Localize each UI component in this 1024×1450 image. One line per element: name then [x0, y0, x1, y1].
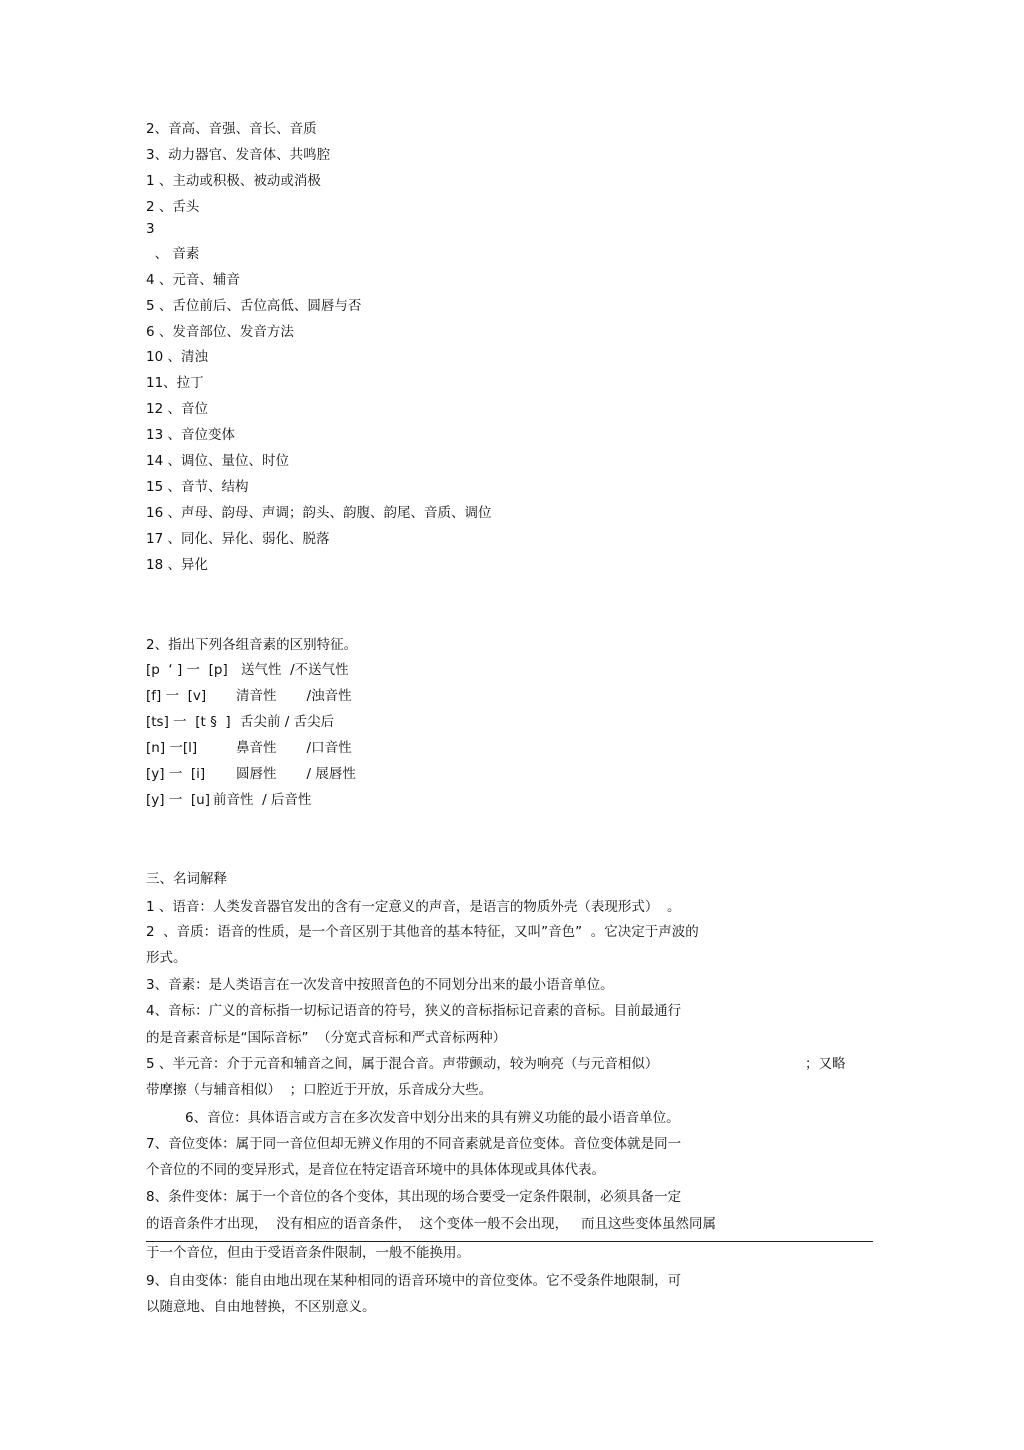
definition-line: 个音位的不同的变异形式，是音位在特定语音环境中的具体体现或具体代表。: [146, 1162, 605, 1178]
feature-text: 圆唇性 / 展唇性: [236, 766, 356, 782]
answer-line-12: 12 、音位: [146, 401, 208, 417]
answer-line-14: 14 、调位、量位、时位: [146, 453, 289, 469]
answer-line-7: 4 、元音、辅音: [146, 272, 240, 288]
phoneme-pair: [n] 一[l]: [146, 740, 198, 756]
phoneme-pair: [y] 一 [u]: [146, 792, 210, 808]
definition-line: 5 、半元音：介于元音和辅音之间，属于混合音。声带颤动，较为响亮（与元音相似）: [146, 1056, 659, 1072]
answer-line-4: 2 、舌头: [146, 199, 200, 215]
definition-line: 于一个音位，但由于受语音条件限制，一般不能换用。: [146, 1245, 470, 1261]
definition-line: 9、自由变体：能自由地出现在某种相同的语音环境中的音位变体。它不受条件地限制，可: [146, 1273, 682, 1289]
answer-line-9: 6 、发音部位、发音方法: [146, 324, 294, 340]
definition-line: 7、音位变体：属于同一音位但却无辨义作用的不同音素就是音位变体。音位变体就是同一: [146, 1136, 682, 1152]
definition-line: 8、条件变体：属于一个音位的各个变体，其出现的场合要受一定条件限制，必须具备一定: [146, 1189, 682, 1205]
answer-line-18: 18 、异化: [146, 557, 208, 573]
definition-line: 以随意地、自由地替换，不区别意义。: [146, 1299, 376, 1315]
definition-line-fragment: ；又略: [805, 1056, 846, 1072]
definition-line: 6、音位：具体语言或方言在多次发音中划分出来的具有辨义功能的最小语音单位。: [185, 1110, 680, 1126]
definition-line: 4、音标：广义的音标指一切标记语音的符号，狭义的音标指标记音素的音标。目前最通行: [146, 1003, 682, 1019]
answer-line-15: 15 、音节、结构: [146, 479, 249, 495]
definition-line: 形式。: [146, 950, 187, 966]
answer-line-10: 10 、清浊: [146, 349, 208, 365]
answer-line-11: 11、拉丁: [146, 375, 204, 391]
answer-line-5: 3: [146, 221, 155, 237]
answer-line-3: 1 、主动或积极、被动或消极: [146, 173, 321, 189]
definition-line: 的是音素音标是“国际音标” （分宽式音标和严式音标两种）: [146, 1030, 507, 1046]
feature-text: 鼻音性 /口音性: [236, 740, 352, 756]
feature-text: 送气性 /不送气性: [241, 662, 349, 678]
definition-line: 1 、语音：人类发音器官发出的含有一定意义的声音，是语言的物质外壳（表现形式） 。: [146, 899, 681, 915]
answer-line-1: 2、音高、音强、音长、音质: [146, 121, 317, 137]
answer-line-2: 3、动力器官、发音体、共鸣腔: [146, 147, 331, 163]
answer-line-8: 5 、舌位前后、舌位高低、圆唇与否: [146, 298, 362, 314]
phoneme-pair: [p ‘ ] 一 [p]: [146, 662, 228, 678]
phoneme-pair: [ts] 一 [t § ]: [146, 714, 231, 730]
answer-line-13: 13 、音位变体: [146, 427, 235, 443]
section3-title: 三、名词解释: [146, 871, 227, 887]
definition-line: 带摩擦（与辅音相似） ；口腔近于开放，乐音成分大些。: [146, 1082, 493, 1098]
definition-line: 3、音素：是人类语言在一次发音中按照音色的不同划分出来的最小语音单位。: [146, 977, 614, 993]
horizontal-rule: [146, 1241, 873, 1242]
section2-title: 2、指出下列各组音素的区别特征。: [146, 637, 358, 653]
feature-text: 清音性 /浊音性: [236, 688, 352, 704]
phoneme-pair: [y] 一 [i]: [146, 766, 206, 782]
feature-text: 舌尖前 / 舌尖后: [240, 714, 335, 730]
feature-text: 前音性 / 后音性: [213, 792, 312, 808]
definition-line: 2 、音质：语音的性质，是一个音区别于其他音的基本特征，又叫”音色” 。它决定于声波的: [146, 924, 699, 940]
answer-line-6: 、 音素: [146, 246, 200, 262]
phoneme-pair: [f] 一 [v]: [146, 688, 207, 704]
definition-line: 的语音条件才出现， 没有相应的语音条件， 这个变体一般不会出现， 而且这些变体虽然同属: [146, 1216, 717, 1232]
answer-line-17: 17 、同化、异化、弱化、脱落: [146, 531, 330, 547]
answer-line-16: 16 、声母、韵母、声调；韵头、韵腹、韵尾、音质、调位: [146, 505, 492, 521]
